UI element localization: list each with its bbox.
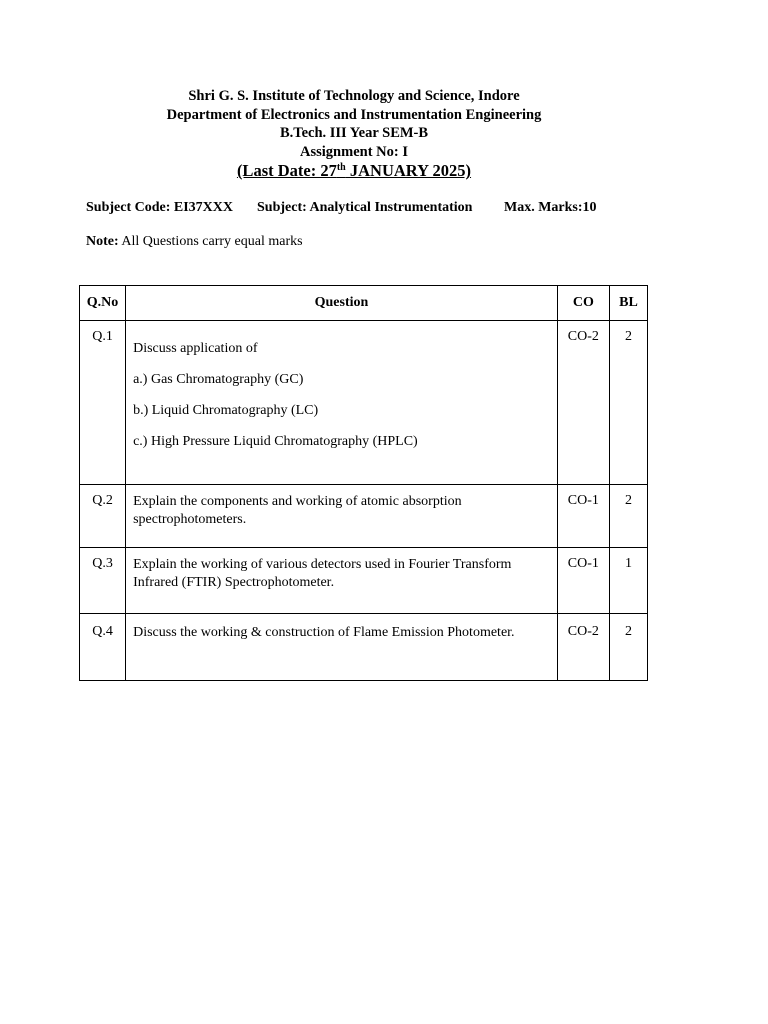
bloom-level: 2 [609, 321, 647, 485]
question-number: Q.3 [80, 548, 126, 614]
course-outcome: CO-2 [557, 614, 609, 681]
table-row [80, 548, 648, 614]
course-outcome: CO-2 [557, 321, 609, 485]
header-qno: Q.No [80, 286, 126, 321]
question-text [126, 321, 558, 485]
bloom-level: 1 [609, 548, 647, 614]
last-date-ordinal: th [336, 162, 346, 174]
last-date-suffix: JANUARY 2025) [345, 161, 472, 181]
question-number: Q.4 [80, 614, 126, 681]
question-line: Discuss application of [133, 341, 258, 356]
note-label: Note: [86, 234, 119, 249]
table-row [80, 321, 648, 485]
subject-code: Subject Code: EI37XXX [86, 200, 233, 215]
table-row [80, 614, 648, 681]
question-text: Discuss the working & construction of Flame Emission Photometer. [126, 614, 558, 681]
course-outcome: CO-1 [557, 485, 609, 548]
subject-name: Subject: Analytical Instrumentation [257, 200, 473, 215]
course-outcome: CO-1 [557, 548, 609, 614]
header-bl: BL [609, 286, 647, 321]
questions-table [79, 285, 648, 681]
table-row [80, 485, 648, 548]
department-name: Department of Electronics and Instrumentation Engineering [166, 106, 542, 123]
table-header-row [80, 286, 648, 321]
bloom-level: 2 [609, 614, 647, 681]
question-text: Explain the components and working of atomic absorption spectrophotometers. [126, 485, 558, 548]
header-question: Question [126, 286, 558, 321]
last-date [0, 162, 708, 181]
institute-name: Shri G. S. Institute of Technology and Science, Indore [188, 88, 520, 104]
question-number: Q.1 [80, 321, 126, 485]
last-date-prefix: (Last Date: 27 [236, 161, 337, 181]
assignment-number: Assignment No: I [300, 143, 408, 160]
question-line: c.) High Pressure Liquid Chromatography (HPLC) [133, 434, 418, 449]
header-co: CO [557, 286, 609, 321]
note-line [86, 234, 303, 250]
course-name: B.Tech. III Year SEM-B [279, 125, 429, 142]
question-text: Explain the working of various detectors used in Fourier Transform Infrared (FTIR) Spectrophotometer. [126, 548, 558, 614]
max-marks: Max. Marks:10 [504, 200, 597, 215]
question-line: a.) Gas Chromatography (GC) [133, 372, 304, 387]
question-number: Q.2 [80, 485, 126, 548]
bloom-level: 2 [609, 485, 647, 548]
note-text: All Questions carry equal marks [118, 234, 303, 249]
question-line: b.) Liquid Chromatography (LC) [133, 403, 319, 418]
document-header [0, 87, 708, 181]
